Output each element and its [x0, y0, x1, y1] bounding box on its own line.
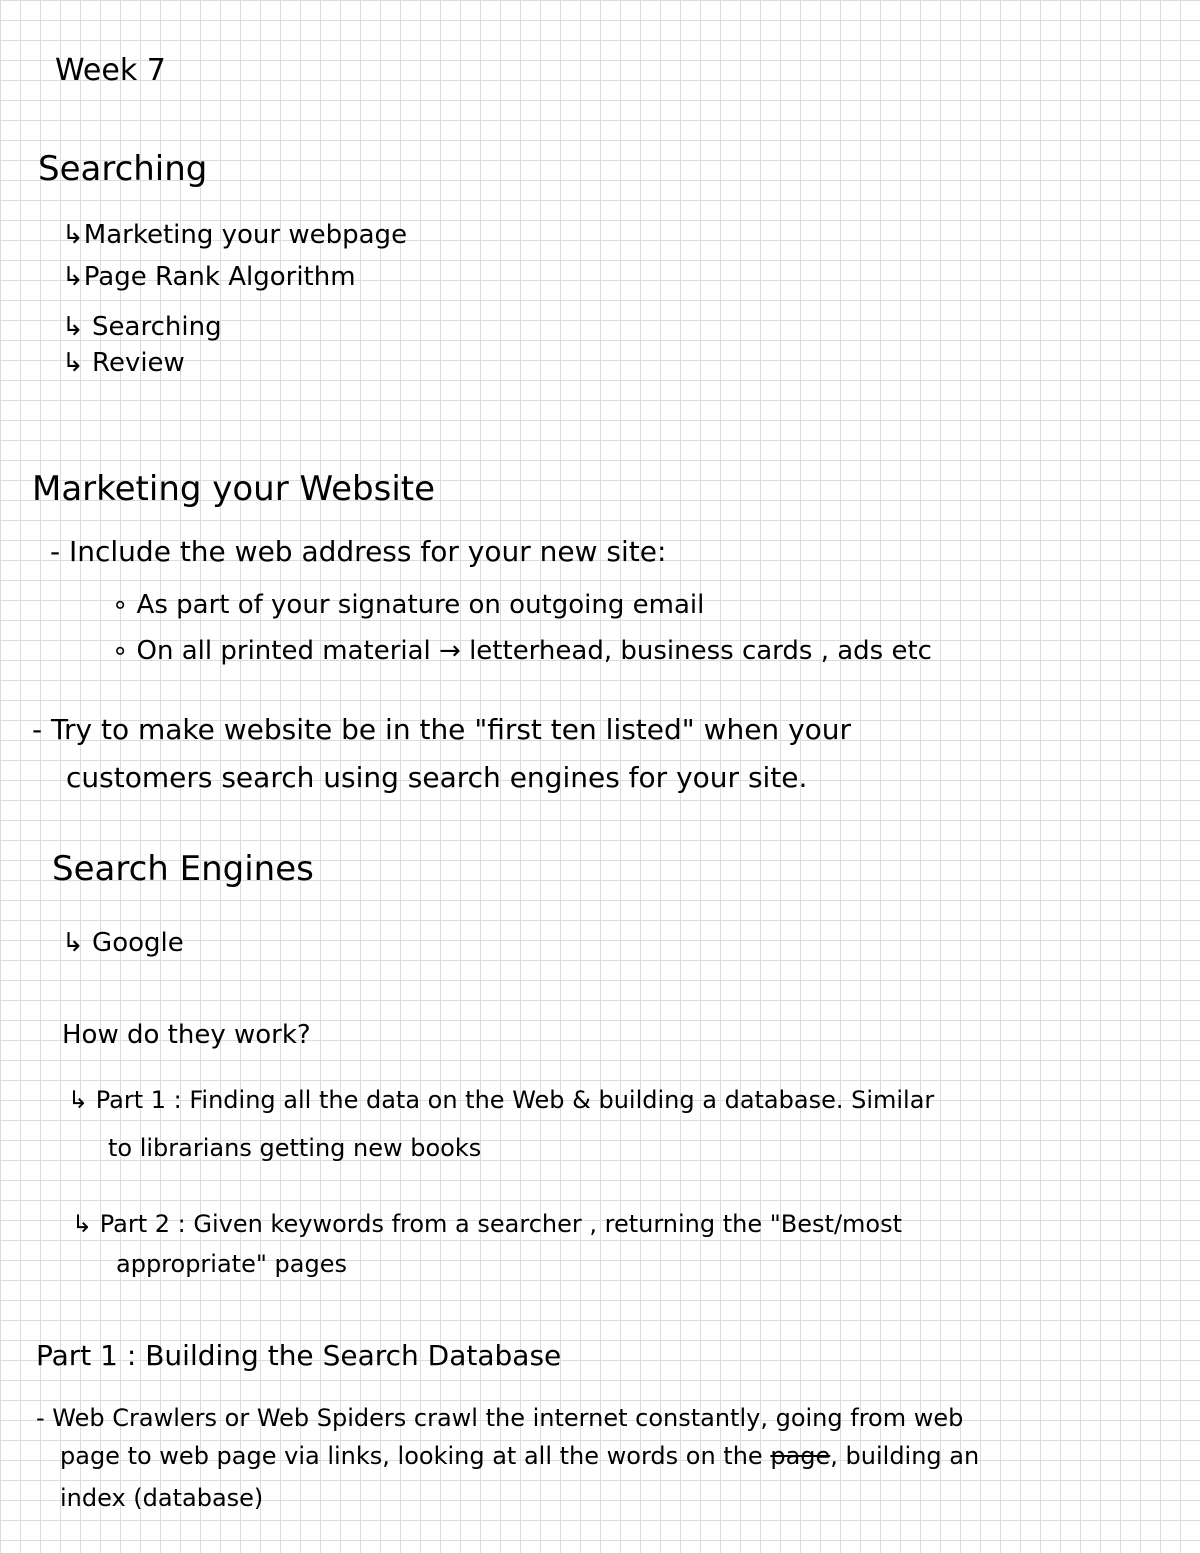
searching-item-page-rank: ↳Page Rank Algorithm	[62, 262, 356, 292]
marketing-bullet-printed: ∘ On all printed material → letterhead, business cards , ads etc	[112, 636, 932, 666]
searching-heading: Searching	[38, 149, 208, 189]
part1-description-line-1: ↳ Part 1 : Finding all the data on the Web & building a database. Similar	[68, 1086, 935, 1114]
marketing-try-line-2: customers search using search engines for your site.	[66, 761, 808, 794]
how-do-they-work-question: How do they work?	[62, 1020, 311, 1050]
part2-description-line-1: ↳ Part 2 : Given keywords from a searcher , returning the "Best/most	[72, 1210, 903, 1238]
searching-item-searching: ↳ Searching	[62, 312, 222, 342]
marketing-include-line: - Include the web address for your new site:	[50, 535, 667, 568]
search-engines-example: ↳ Google	[62, 928, 184, 958]
searching-item-marketing: ↳Marketing your webpage	[62, 220, 408, 250]
struck-word: page	[770, 1442, 831, 1470]
part2-description-line-2: appropriate" pages	[116, 1250, 347, 1278]
page-title: Week 7	[55, 53, 166, 88]
part1-description-line-2: to librarians getting new books	[108, 1134, 482, 1162]
part1-section-line-2-end: , building an	[830, 1442, 980, 1470]
part1-section-line-3: index (database)	[60, 1484, 264, 1512]
part1-section-heading: Part 1 : Building the Search Database	[36, 1339, 562, 1372]
part1-section-line-2-start: page to web page via links, looking at all the words on the	[60, 1442, 763, 1470]
marketing-heading: Marketing your Website	[32, 469, 436, 509]
search-engines-heading: Search Engines	[52, 849, 314, 889]
part1-section-line-2	[60, 1444, 979, 1468]
marketing-try-line-1: - Try to make website be in the "first ten listed" when your	[32, 713, 852, 746]
marketing-bullet-signature: ∘ As part of your signature on outgoing email	[112, 590, 705, 620]
part1-section-line-1: - Web Crawlers or Web Spiders crawl the internet constantly, going from web	[36, 1404, 964, 1432]
searching-item-review: ↳ Review	[62, 348, 185, 378]
